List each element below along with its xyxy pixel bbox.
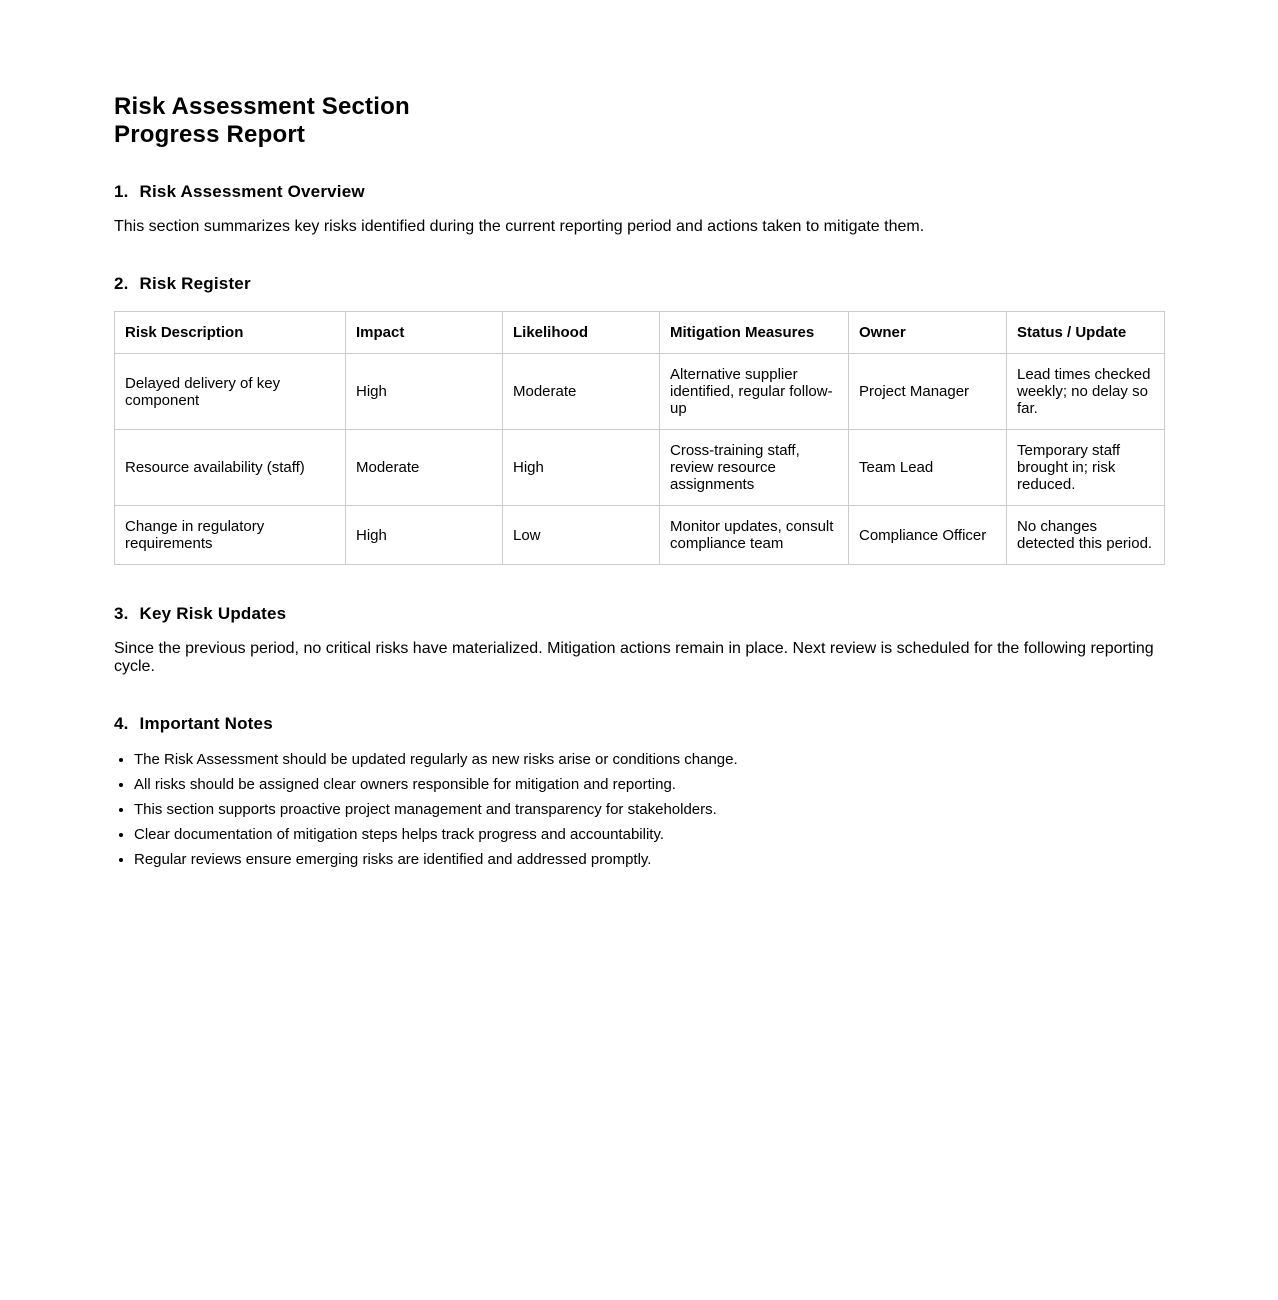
- header-impact: Impact: [346, 312, 503, 354]
- cell-owner: Project Manager: [849, 354, 1007, 430]
- section-heading-updates: [114, 604, 1164, 624]
- list-item: • The Risk Assessment should be updated regularly as new risks arise or conditions change.: [134, 751, 1164, 769]
- header-risk-description: Risk Description: [115, 312, 346, 354]
- cell-mitigation: Alternative supplier identified, regular follow-up: [660, 354, 849, 430]
- list-item: • All risks should be assigned clear owners responsible for mitigation and reporting.: [134, 776, 1164, 794]
- list-item: • Regular reviews ensure emerging risks are identified and addressed promptly.: [134, 851, 1164, 869]
- table-row: [115, 430, 1165, 506]
- cell-risk-description: Change in regulatory requirements: [115, 506, 346, 565]
- cell-likelihood: Low: [503, 506, 660, 565]
- cell-impact: Moderate: [346, 430, 503, 506]
- section-title: Risk Assessment Overview: [139, 182, 365, 201]
- title-line-1: Risk Assessment Section: [114, 93, 410, 120]
- list-item: • This section supports proactive project management and transparency for stakeholders.: [134, 801, 1164, 819]
- section-heading-notes: [114, 714, 1164, 734]
- cell-likelihood: High: [503, 430, 660, 506]
- updates-text: Since the previous period, no critical risks have materialized. Mitigation actions remain in place. Next review is scheduled for the following reporting cycle.: [114, 640, 1154, 675]
- section-title: Key Risk Updates: [139, 604, 287, 623]
- cell-owner: Compliance Officer: [849, 506, 1007, 565]
- section-title: Important Notes: [139, 714, 273, 733]
- cell-status: No changes detected this period.: [1007, 506, 1165, 565]
- cell-likelihood: Moderate: [503, 354, 660, 430]
- list-item: • Clear documentation of mitigation steps helps track progress and accountability.: [134, 826, 1164, 844]
- table-row: [115, 354, 1165, 430]
- header-mitigation-measures: Mitigation Measures: [660, 312, 849, 354]
- cell-status: Lead times checked weekly; no delay so far.: [1007, 354, 1165, 430]
- section-title: Risk Register: [139, 274, 251, 293]
- section-number: 4.: [114, 714, 129, 733]
- section-number: 2.: [114, 274, 129, 293]
- section-number: 1.: [114, 182, 129, 201]
- notes-list: [114, 751, 1164, 869]
- table-header-row: [115, 312, 1165, 354]
- cell-status: Temporary staff brought in; risk reduced.: [1007, 430, 1165, 506]
- cell-impact: High: [346, 354, 503, 430]
- cell-mitigation: Cross-training staff, review resource assignments: [660, 430, 849, 506]
- cell-risk-description: Resource availability (staff): [115, 430, 346, 506]
- title-line-2: Progress Report: [114, 121, 306, 148]
- header-likelihood: Likelihood: [503, 312, 660, 354]
- cell-risk-description: Delayed delivery of key component: [115, 354, 346, 430]
- page-title: [114, 93, 1164, 149]
- section-number: 3.: [114, 604, 129, 623]
- risk-register-table: [114, 311, 1165, 565]
- cell-impact: High: [346, 506, 503, 565]
- header-status-update: Status / Update: [1007, 312, 1165, 354]
- table-row: [115, 506, 1165, 565]
- cell-mitigation: Monitor updates, consult compliance team: [660, 506, 849, 565]
- section-heading-register: [114, 274, 1164, 294]
- header-owner: Owner: [849, 312, 1007, 354]
- section-heading-overview: [114, 182, 1164, 202]
- cell-owner: Team Lead: [849, 430, 1007, 506]
- overview-text: This section summarizes key risks identified during the current reporting period and actions taken to mitigate them.: [114, 218, 925, 235]
